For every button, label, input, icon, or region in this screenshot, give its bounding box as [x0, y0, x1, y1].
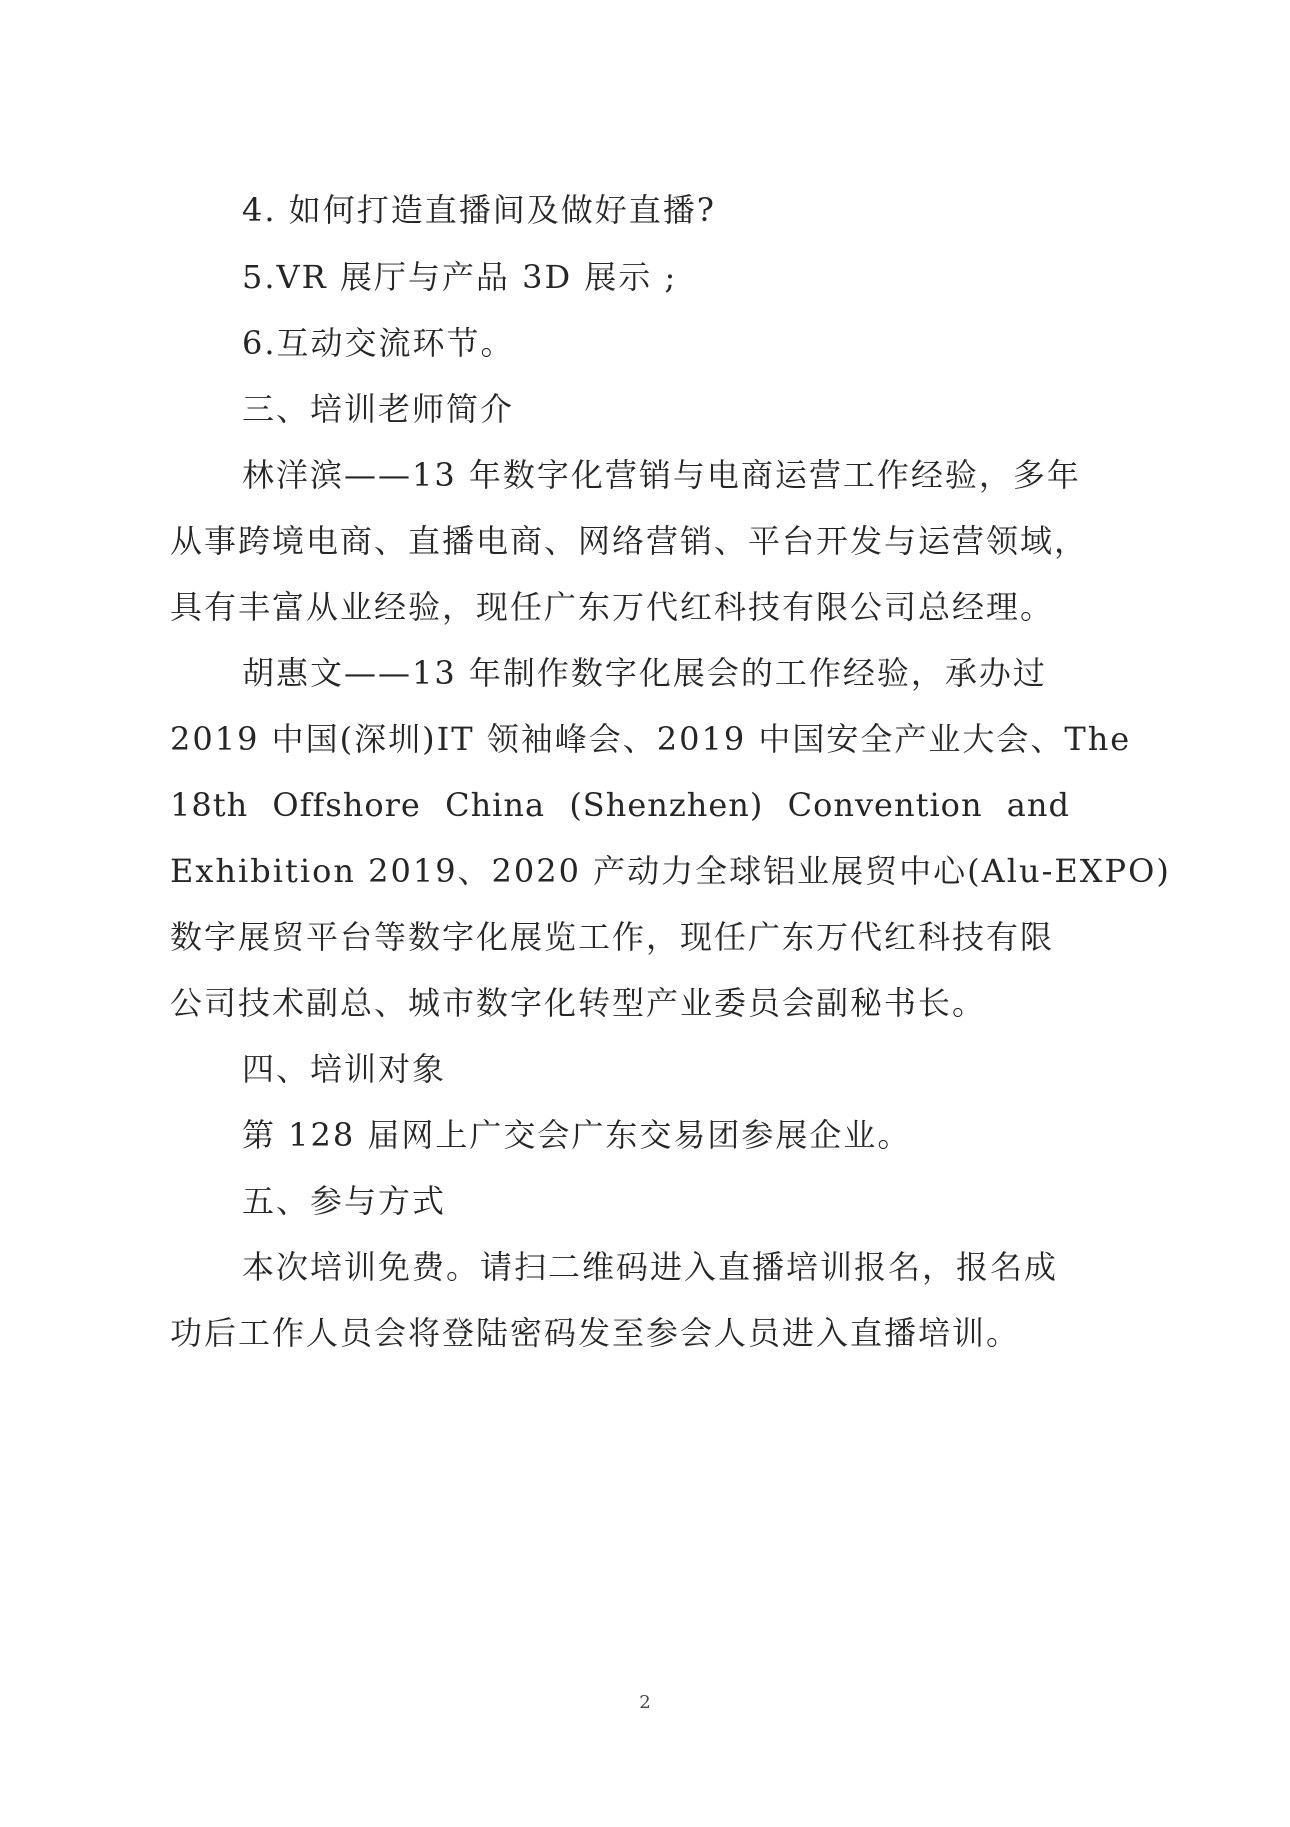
teacher2-line-4: Exhibition 2019、2020 产动力全球铝业展贸中心(Alu-EXPO): [170, 852, 1171, 890]
section-heading-method: 五、参与方式: [242, 1182, 447, 1220]
word: and: [1006, 786, 1070, 824]
word: 18th: [170, 786, 249, 824]
teacher2-line-5: 数字展贸平台等数字化展览工作，现任广东万代红科技有限: [170, 918, 1055, 956]
method-line-2: 功后工作人员会将登陆密码发至参会人员进入直播培训。: [170, 1314, 1021, 1352]
teacher1-line-1: 林洋滨——13 年数字化营销与电商运营工作经验，多年: [242, 456, 1081, 494]
method-line-1: 本次培训免费。请扫二维码进入直播培训报名，报名成: [242, 1248, 1059, 1286]
teacher1-line-2: 从事跨境电商、直播电商、网络营销、平台开发与运营领域，: [170, 522, 1089, 560]
word: Offshore: [272, 786, 421, 824]
teacher2-line-6: 公司技术副总、城市数字化转型产业委员会副秘书长。: [170, 984, 987, 1022]
audience-text: 第 128 届网上广交会广东交易团参展企业。: [242, 1116, 912, 1154]
section-heading-audience: 四、培训对象: [242, 1050, 447, 1088]
word: Convention: [787, 786, 983, 824]
section-heading-teachers: 三、培训老师简介: [242, 390, 515, 428]
teacher1-line-3: 具有丰富从业经验，现任广东万代红科技有限公司总经理。: [170, 588, 1055, 626]
page-number: 2: [639, 1692, 651, 1713]
teacher2-line-3: [170, 785, 1070, 825]
list-item-4: 4. 如何打造直播间及做好直播?: [242, 191, 716, 229]
word: (Shenzhen): [569, 786, 764, 824]
teacher2-line-1: 胡惠文——13 年制作数字化展会的工作经验，承办过: [242, 654, 1047, 692]
teacher2-line-2: 2019 中国(深圳)IT 领袖峰会、2019 中国安全产业大会、The: [170, 720, 1132, 758]
word: China: [445, 786, 546, 824]
list-item-5: 5.VR 展厅与产品 3D 展示 ;: [242, 258, 678, 296]
list-item-6: 6.互动交流环节。: [242, 324, 515, 362]
